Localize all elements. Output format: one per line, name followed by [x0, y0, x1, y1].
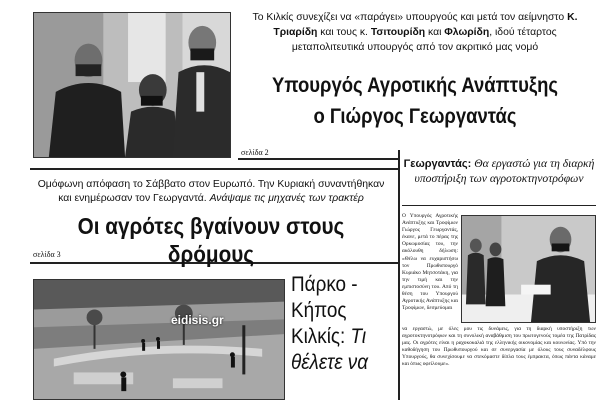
farmers-story-page-ref: σελίδα 3	[33, 250, 61, 259]
minister-quote	[402, 157, 596, 186]
section-divider	[238, 158, 398, 160]
section-divider	[30, 168, 398, 170]
farmers-story-intro: Ομόφωνη απόφαση το Σάββατο στον Ευρωπό. Την Κυριακή συναντήθηκαν και ενημέρωσαν τον Γεωργαντά. Ανάψαμε τις μηχανές των τρακτέρ	[37, 179, 385, 204]
park-photo	[33, 279, 285, 400]
top-story-headline[interactable]: Υπουργός Αγροτικής Ανάπτυξης ο Γιώργος Γεωργαντάς	[272, 73, 558, 128]
farmers-story-headline[interactable]: Οι αγρότες βγαίνουν στους δρόμους	[77, 213, 345, 267]
name-floridis: Φλωρίδη	[444, 27, 490, 38]
top-story-intro: Το Κιλκίς συνεχίζει να «παράγει» υπουργούς και μετά τον αείμνηστο Κ. Τριαρίδη και τους κ. Τσιτουρίδη και Φλωρίδη, ιδού τέταρτος μεταπολιτευτικά υπουργός από τον ακριτικό μας νομό	[252, 12, 578, 53]
name-triaridis: Κ. Τριαρίδη	[273, 12, 578, 38]
name-tsitouridis: Τσιτουρίδη	[370, 27, 426, 38]
quote-speaker: Γεωργαντάς:	[403, 158, 472, 170]
top-story-page-ref: σελίδα 2	[241, 148, 269, 157]
ceremony-photo	[33, 12, 231, 158]
article-wide-text: να εργαστώ, με όλες μου τις δυνάμεις, για τη διαρκή υποστήριξη των αγροτοκτηνοτρόφων και τη συνολική αναβάθμιση του πρωτογενούς τομέα της Πατρίδας μας. Οι αγρότες είναι η ραχοκοκαλιά της ελληνικής οικονομίας και κοινωνίας. Υπό την καθοδήγηση του Πρωθυπουργού και σε συνεργασία με όλους τους συναδέλφους Υπουργούς, θα συνεχίσουμε να στεκόμαστε δίπλα τους έμπρακτα, όπως πάντα κάναμε και όπως οφείλουμε».	[402, 326, 596, 368]
quote-text: Θα εργαστώ για τη διαρκή υποστήριξη των αγροτοκτηνοτρόφων	[414, 157, 595, 185]
column-divider	[398, 150, 400, 400]
article-column-text: Ο Υπουργός Αγροτικής Ανάπτυξης και Τροφίμων Γιώργος Γεωργαντάς, έκανε, μετά το πέρας της Ορκωμοσίας του, την ακόλουθη δήλωση: «Θέλω να ευχαριστήσω τον Πρωθυπουργό Κυριάκο Μητσοτάκη, για την τιμή και την εμπιστοσύνη του. Από τη θέση του Υπουργού Αγροτικής Ανάπτυξης και Τροφίμων, δεσμεύομαι	[402, 213, 458, 312]
swearing-in-photo	[461, 215, 596, 323]
section-divider	[402, 205, 596, 206]
photo-watermark: eidisis.gr	[171, 313, 224, 327]
park-story-headline[interactable]: Πάρκο - Κήπος Κιλκίς: Τι θέλετε να	[291, 273, 369, 374]
